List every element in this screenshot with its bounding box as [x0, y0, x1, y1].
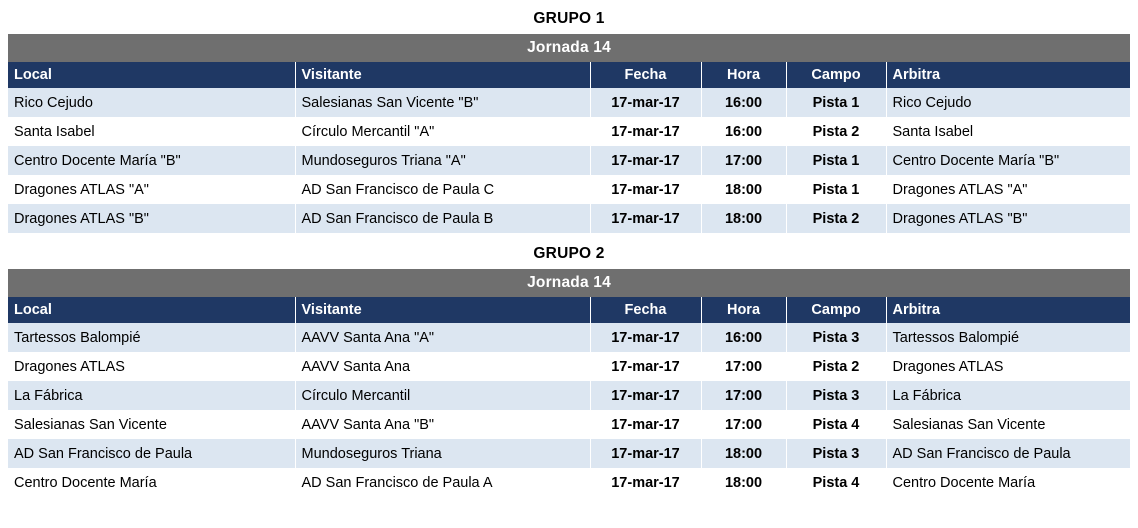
- cell-local: Centro Docente María: [8, 468, 295, 497]
- cell-local: Rico Cejudo: [8, 88, 295, 117]
- cell-campo: Pista 1: [786, 88, 886, 117]
- cell-campo: Pista 1: [786, 146, 886, 175]
- cell-campo: Pista 3: [786, 381, 886, 410]
- cell-hora: 16:00: [701, 117, 786, 146]
- column-header-visitante: Visitante: [295, 62, 590, 88]
- cell-fecha: 17-mar-17: [590, 323, 701, 352]
- cell-arbitra: Salesianas San Vicente: [886, 410, 1130, 439]
- cell-campo: Pista 4: [786, 410, 886, 439]
- cell-arbitra: Dragones ATLAS: [886, 352, 1130, 381]
- cell-local: AD San Francisco de Paula: [8, 439, 295, 468]
- cell-visitante: AAVV Santa Ana "B": [295, 410, 590, 439]
- jornada-row: [8, 34, 1130, 62]
- cell-local: Santa Isabel: [8, 117, 295, 146]
- cell-visitante: AAVV Santa Ana "A": [295, 323, 590, 352]
- column-header-row: [8, 297, 1130, 323]
- cell-visitante: Mundoseguros Triana "A": [295, 146, 590, 175]
- cell-visitante: Mundoseguros Triana: [295, 439, 590, 468]
- jornada-row: [8, 269, 1130, 297]
- cell-visitante: AAVV Santa Ana: [295, 352, 590, 381]
- table-row: [8, 146, 1130, 175]
- cell-fecha: 17-mar-17: [590, 468, 701, 497]
- table-row: [8, 352, 1130, 381]
- cell-campo: Pista 1: [786, 175, 886, 204]
- table-row: [8, 381, 1130, 410]
- table-row: [8, 175, 1130, 204]
- cell-local: Salesianas San Vicente: [8, 410, 295, 439]
- cell-local: Dragones ATLAS "A": [8, 175, 295, 204]
- table-row: [8, 468, 1130, 497]
- cell-campo: Pista 2: [786, 117, 886, 146]
- group-title: GRUPO 1: [8, 4, 1130, 34]
- group-title-row: [8, 4, 1130, 34]
- cell-visitante: Círculo Mercantil: [295, 381, 590, 410]
- jornada-label: Jornada 14: [8, 269, 1130, 297]
- table-row: [8, 88, 1130, 117]
- cell-hora: 18:00: [701, 175, 786, 204]
- cell-fecha: 17-mar-17: [590, 146, 701, 175]
- column-header-campo: Campo: [786, 297, 886, 323]
- column-header-hora: Hora: [701, 62, 786, 88]
- cell-arbitra: La Fábrica: [886, 381, 1130, 410]
- cell-hora: 17:00: [701, 410, 786, 439]
- cell-fecha: 17-mar-17: [590, 204, 701, 233]
- cell-local: La Fábrica: [8, 381, 295, 410]
- cell-arbitra: Centro Docente María: [886, 468, 1130, 497]
- cell-arbitra: Dragones ATLAS "A": [886, 175, 1130, 204]
- cell-fecha: 17-mar-17: [590, 117, 701, 146]
- cell-hora: 17:00: [701, 381, 786, 410]
- cell-fecha: 17-mar-17: [590, 439, 701, 468]
- cell-campo: Pista 4: [786, 468, 886, 497]
- table-row: [8, 117, 1130, 146]
- cell-hora: 16:00: [701, 323, 786, 352]
- cell-local: Dragones ATLAS "B": [8, 204, 295, 233]
- cell-hora: 17:00: [701, 146, 786, 175]
- cell-fecha: 17-mar-17: [590, 352, 701, 381]
- cell-local: Dragones ATLAS: [8, 352, 295, 381]
- cell-arbitra: Centro Docente María "B": [886, 146, 1130, 175]
- column-header-row: [8, 62, 1130, 88]
- cell-hora: 17:00: [701, 352, 786, 381]
- cell-arbitra: Tartessos Balompié: [886, 323, 1130, 352]
- cell-visitante: Círculo Mercantil "A": [295, 117, 590, 146]
- column-header-hora: Hora: [701, 297, 786, 323]
- cell-campo: Pista 2: [786, 204, 886, 233]
- cell-campo: Pista 3: [786, 439, 886, 468]
- cell-visitante: AD San Francisco de Paula C: [295, 175, 590, 204]
- column-header-arbitra: Arbitra: [886, 297, 1130, 323]
- column-header-fecha: Fecha: [590, 297, 701, 323]
- cell-visitante: AD San Francisco de Paula B: [295, 204, 590, 233]
- group-title-row: [8, 239, 1130, 269]
- table-row: [8, 410, 1130, 439]
- cell-hora: 16:00: [701, 88, 786, 117]
- table-row: [8, 439, 1130, 468]
- table-row: [8, 204, 1130, 233]
- column-header-arbitra: Arbitra: [886, 62, 1130, 88]
- cell-local: Centro Docente María "B": [8, 146, 295, 175]
- column-header-fecha: Fecha: [590, 62, 701, 88]
- cell-fecha: 17-mar-17: [590, 410, 701, 439]
- cell-campo: Pista 2: [786, 352, 886, 381]
- column-header-local: Local: [8, 297, 295, 323]
- cell-arbitra: Santa Isabel: [886, 117, 1130, 146]
- fixtures-table: [8, 4, 1130, 497]
- cell-arbitra: Rico Cejudo: [886, 88, 1130, 117]
- cell-campo: Pista 3: [786, 323, 886, 352]
- column-header-visitante: Visitante: [295, 297, 590, 323]
- cell-local: Tartessos Balompié: [8, 323, 295, 352]
- cell-visitante: Salesianas San Vicente "B": [295, 88, 590, 117]
- cell-hora: 18:00: [701, 204, 786, 233]
- jornada-label: Jornada 14: [8, 34, 1130, 62]
- cell-arbitra: AD San Francisco de Paula: [886, 439, 1130, 468]
- cell-hora: 18:00: [701, 468, 786, 497]
- group-title: GRUPO 2: [8, 239, 1130, 269]
- cell-fecha: 17-mar-17: [590, 381, 701, 410]
- cell-fecha: 17-mar-17: [590, 88, 701, 117]
- cell-fecha: 17-mar-17: [590, 175, 701, 204]
- column-header-campo: Campo: [786, 62, 886, 88]
- cell-hora: 18:00: [701, 439, 786, 468]
- cell-visitante: AD San Francisco de Paula A: [295, 468, 590, 497]
- cell-arbitra: Dragones ATLAS "B": [886, 204, 1130, 233]
- column-header-local: Local: [8, 62, 295, 88]
- table-row: [8, 323, 1130, 352]
